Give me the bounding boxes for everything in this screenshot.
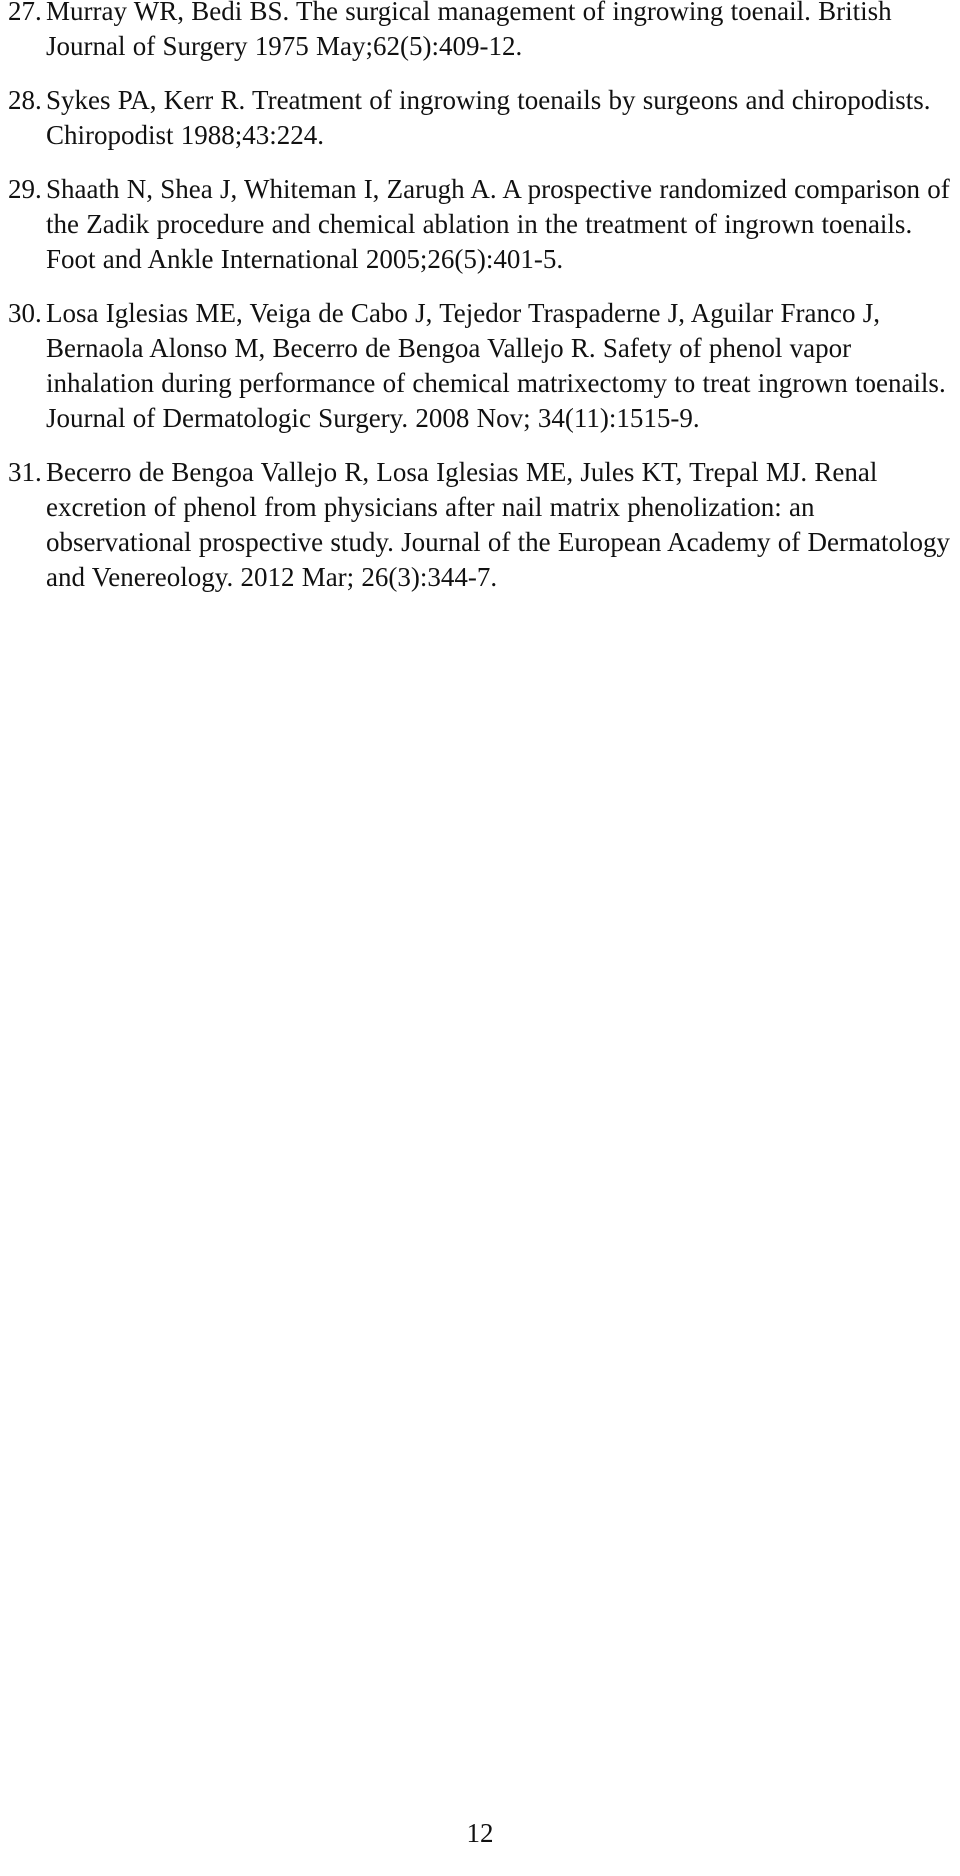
reference-text: Shaath N, Shea J, Whiteman I, Zarugh A. A prospective randomized comparison of the Zadik procedure and chemical ablation in the treatment of ingrown toenails. Foot and Ankle International 2005;26(5):401-5. [46, 174, 950, 274]
reference-list [8, 0, 953, 614]
reference-number: 30. [8, 298, 42, 328]
reference-text: Becerro de Bengoa Vallejo R, Losa Iglesias ME, Jules KT, Trepal MJ. Renal excretion of phenol from physicians after nail matrix phenolization: an observational prospective study. Journal of the European Academy of Dermatology and Venereology. 2012 Mar; 26(3):344-7. [46, 457, 950, 592]
reference-number: 29. [8, 174, 42, 204]
reference-item [8, 296, 953, 436]
reference-item [8, 83, 953, 153]
reference-item [8, 172, 953, 277]
reference-item [8, 0, 953, 64]
reference-text: Losa Iglesias ME, Veiga de Cabo J, Tejedor Traspaderne J, Aguilar Franco J, Bernaola Alonso M, Becerro de Bengoa Vallejo R. Safety of phenol vapor inhalation during performance of chemical matrixectomy to treat ingrown toenails. Journal of Dermatologic Surgery. 2008 Nov; 34(11):1515-9. [46, 298, 946, 433]
reference-number: 31. [8, 457, 42, 487]
reference-item [8, 455, 953, 595]
reference-text: Sykes PA, Kerr R. Treatment of ingrowing toenails by surgeons and chiropodists. Chiropodist 1988;43:224. [46, 85, 931, 150]
page-number: 12 [466, 1818, 494, 1848]
reference-number: 27. [8, 0, 42, 26]
reference-number: 28. [8, 85, 42, 115]
reference-text: Murray WR, Bedi BS. The surgical management of ingrowing toenail. British Journal of Surgery 1975 May;62(5):409-12. [46, 0, 892, 61]
